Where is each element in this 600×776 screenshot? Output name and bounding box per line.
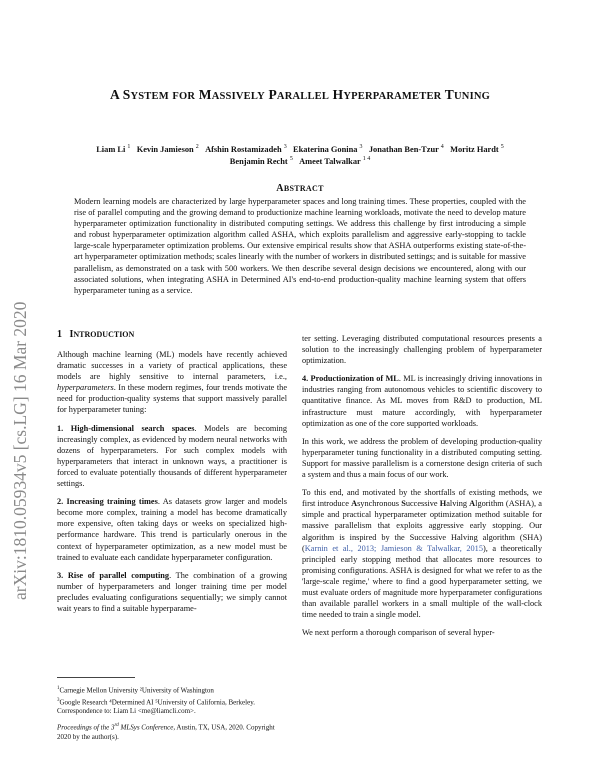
next-paragraph: We next perform a thorough comparison of several hyper-	[302, 628, 495, 638]
footnote-rule	[57, 677, 135, 678]
section-heading-introduction: 1 INTRODUCTION	[57, 329, 135, 340]
trend-2-paragraph: 2. Increasing training times. As datasets grow larger and models become more complex, training a model has become dramatically more expensive, often taking days or weeks on specialized high-performance hardware. This trend is particularly onerous in the context of hyperparameter optimization, as a new model must be trained to evaluate each candidate hyperparameter configuration.	[57, 497, 287, 562]
title-word: FOR	[172, 91, 196, 102]
proceedings-note: Proceedings of the 3rd MLSys Conference, Austin, TX, USA, 2020. Copyright 2020 by the author(s).	[57, 723, 275, 741]
continuation-paragraph: ter setting. Leveraging distributed computational resources presents a solution to the increasingly challenging problem of hyperparameter optimization.	[302, 334, 542, 366]
paper-title	[0, 87, 600, 103]
affiliations-footnote: $^1$Carnegie Mellon University ²University of Washington $^3$Google Research ⁴Determined AI ⁵University of California, Berkeley. Correspondence to: Liam Li <me@liamcli.com>.	[57, 686, 256, 716]
author-name: Liam Li $^1$	[96, 144, 131, 154]
title-word: SYSTEM	[122, 87, 169, 102]
left-column	[57, 349, 287, 621]
author-list-line-2	[70, 153, 530, 168]
asha-paragraph: To this end, and motivated by the shortfalls of existing methods, we first introduce Asynchronous Successive Halving Algorithm (ASHA), a simple and practical hyperparameter optimization method suitable for massive parallelism that exploits aggressive early stopping. Our algorithm is inspired by the Successive Halving algorithm (SHA) (Karnin et al., 2013; Jamieson & Talwalkar, 2015), a theoretically principled early stopping method that allocates more resources to promising configurations. ASHA is designed for what we refer to as the 'large-scale regime,' where to find a good hyperparameter setting, we must evaluate orders of magnitude more hyperparameter configurations than available parallel workers in a small multiple of the wall-clock time needed to train a single model.	[302, 488, 542, 620]
abstract-text: Modern learning models are characterized by large hyperparameter spaces and long training times. These properties, coupled with the rise of parallel computing and the growing demand to productionize machine learning workloads, motivate the need to develop mature hyperparameter optimization functionality in distributed computing settings. We address this challenge by first introducing a simple and robust hyperparameter optimization algorithm called ASHA, which exploits parallelism and aggressive early-stopping to tackle large-scale hyperparameter optimization problems. Our extensive empirical results show that ASHA outperforms existing state-of-the-art hyperparameter optimization methods; scales linearly with the number of workers in distributed settings; and is suitable for massive parallelism, as demonstrated on a task with 500 workers. We then describe several design decisions we encountered, along with our associated solutions, when integrating ASHA in Determined AI's end-to-end production-quality machine learning system that offers hyperparameter tuning as a service.	[74, 197, 526, 295]
abstract-heading: ABSTRACT	[276, 183, 324, 194]
author-name: Moritz Hardt $^5$	[450, 144, 504, 154]
author-name: Benjamin Recht $^5$	[229, 156, 293, 166]
citation-link[interactable]: Karnin et al., 2013; Jamieson & Talwalkar, 2015	[304, 543, 483, 553]
arxiv-stamp: arXiv:1810.05934v5 [cs.LG] 16 Mar 2020	[10, 301, 30, 600]
title-word: MASSIVELY	[198, 87, 265, 102]
title-word: PARALLEL	[268, 87, 330, 102]
author-name: Kevin Jamieson $^2$	[136, 144, 199, 154]
title-word: HYPERPARAMETER	[332, 87, 442, 102]
problem-paragraph: In this work, we address the problem of developing production-quality hyperparameter tuning functionality in a distributed computing setting. Support for massive parallelism is a cornerstone design criteria of such a system and thus a main focus of our work.	[302, 436, 542, 480]
trend-1-paragraph: 1. High-dimensional search spaces. Models are becoming increasingly complex, as evidenced by modern neural networks with dozens of hyperparameters. For such complex models with hyperparameters that interact in unknown ways, a practitioner is forced to evaluate potentially thousands of different hyperparameter settings.	[57, 423, 287, 489]
title-word: TUNING	[444, 87, 491, 102]
title-word: A	[109, 87, 120, 102]
trend-4-paragraph: 4. Productionization of ML. ML is increasingly driving innovations in industries ranging from autonomous vehicles to scientific discovery to quantitative finance. As ML moves from R&D to production, ML infrastructure must mature accordingly, with hyperparameter optimization as one of the core supported workloads.	[302, 374, 542, 428]
right-column	[302, 333, 542, 645]
author-name: Ekaterina Gonina $^3$	[292, 144, 363, 154]
author-name: Jonathan Ben-Tzur $^4$	[368, 144, 444, 154]
intro-paragraph: Although machine learning (ML) models have recently achieved dramatic successes in a variety of practical applications, these models are highly sensitive to internal parameters, i.e., hyperparameters. In these modern regimes, four trends motivate the need for production-quality systems that support massively parallel for hyperparameter tuning:	[57, 350, 287, 415]
trend-3-paragraph: 3. Rise of parallel computing. The combination of a growing number of hyperparameters and longer training time per model precludes evaluating configurations sequentially; we simply cannot wait years to find a suitable hyperparame-	[57, 570, 288, 613]
author-name: Afshin Rostamizadeh $^3$	[205, 144, 287, 154]
author-name: Ameet Talwalkar $^{1 4}$	[299, 156, 371, 166]
